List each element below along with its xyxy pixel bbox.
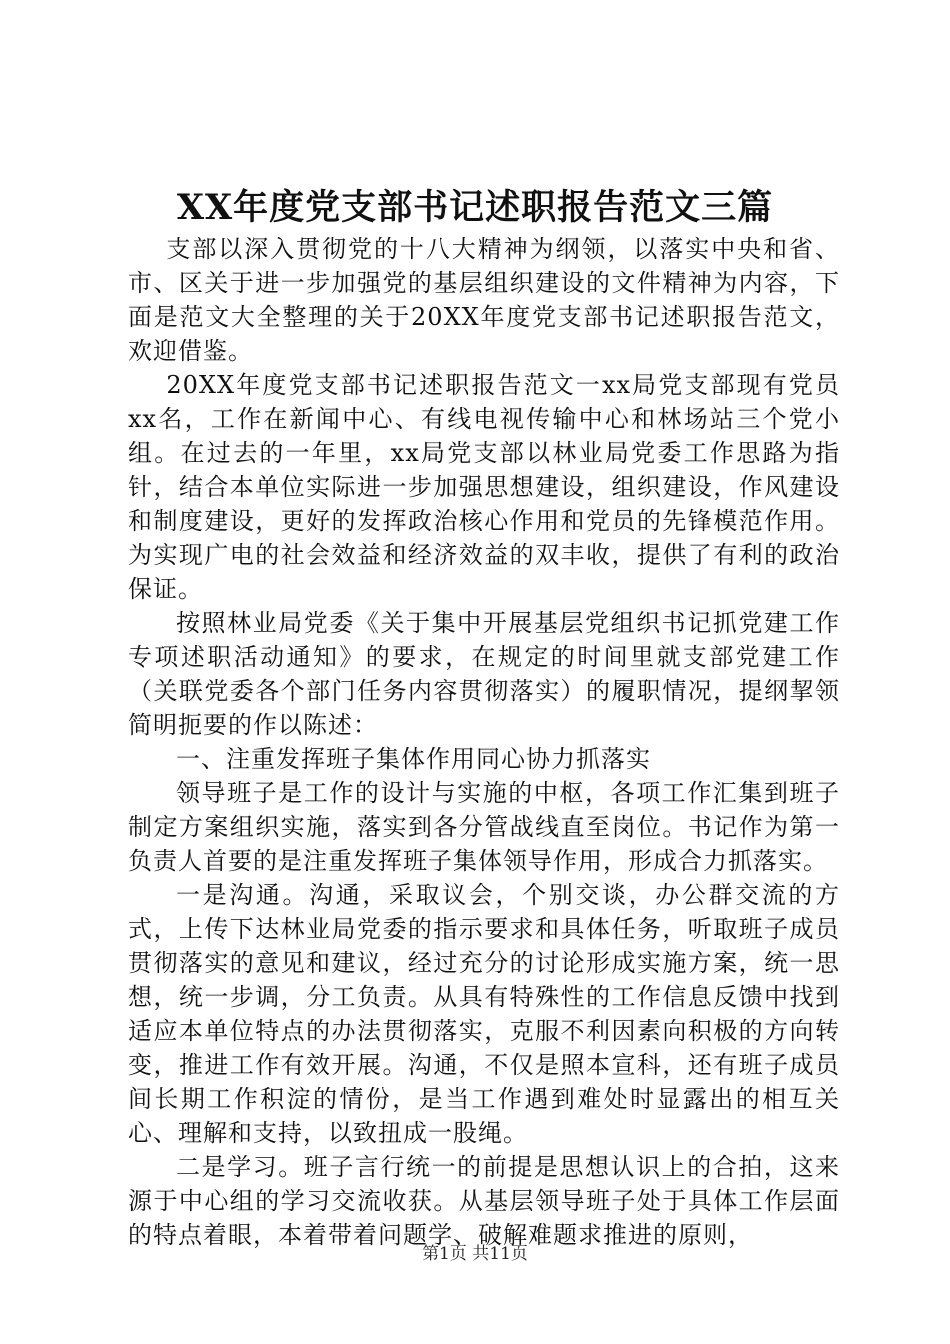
section-heading: 一、注重发挥班子集体作用同心协力抓落实 xyxy=(176,745,651,773)
paragraph-intro: 支部以深入贯彻党的十八大精神为纲领，以落实中央和省、市、区关于进一步加强党的基层组织建设的文件精神为内容，下面是范文大全整理的关于20XX年度党支部书记述职报告范文，欢迎借鉴。 xyxy=(128,235,840,365)
paragraph-requirements: 按照林业局党委《关于集中开展基层党组织书记抓党建工作专项述职活动通知》的要求，在规定的时间里就支部党建工作（关联党委各个部门任务内容贯彻落实）的履职情况，提纲挈领简明扼要的作以陈述： xyxy=(128,609,840,739)
document-body xyxy=(128,232,840,1252)
paragraph-study: 二是学习。班子言行统一的前提是思想认识上的合拍，这来源于中心组的学习交流收获。从基层领导班子处于具体工作层面的特点着眼，本着带着问题学、破解难题求推进的原则， xyxy=(128,1153,840,1249)
page-footer: 第1页 共11页 xyxy=(422,1244,528,1264)
paragraph-communication: 一是沟通。沟通，采取议会，个别交谈，办公群交流的方式，上传下达林业局党委的指示要求和具体任务，听取班子成员贯彻落实的意见和建议，经过充分的讨论形成实施方案，统一思想，统一步调，分工负责。从具有特殊性的工作信息反馈中找到适应本单位特点的办法贯彻落实，克服不利因素向积极的方向转变，推进工作有效开展。沟通，不仅是照本宣科，还有班子成员间长期工作积淀的情份，是当工作遇到难处时显露出的相互关心、理解和支持，以致扭成一股绳。 xyxy=(128,881,840,1147)
paragraph-report-one: 20XX年度党支部书记述职报告范文一xx局党支部现有党员xx名，工作在新闻中心、有线电视传输中心和林场站三个党小组。在过去的一年里，xx局党支部以林业局党委工作思路为指针，结合本单位实际进一步加强思想建设，组织建设，作风建设和制度建设，更好的发挥政治核心作用和党员的先锋模范作用。为实现广电的社会效益和经济效益的双丰收，提供了有利的政治保证。 xyxy=(128,371,840,603)
document-title: XX年度党支部书记述职报告范文三篇 xyxy=(176,187,774,228)
paragraph-leadership: 领导班子是工作的设计与实施的中枢，各项工作汇集到班子制定方案组织实施，落实到各分管战线直至岗位。书记作为第一负责人首要的是注重发挥班子集体领导作用，形成合力抓落实。 xyxy=(128,779,840,875)
